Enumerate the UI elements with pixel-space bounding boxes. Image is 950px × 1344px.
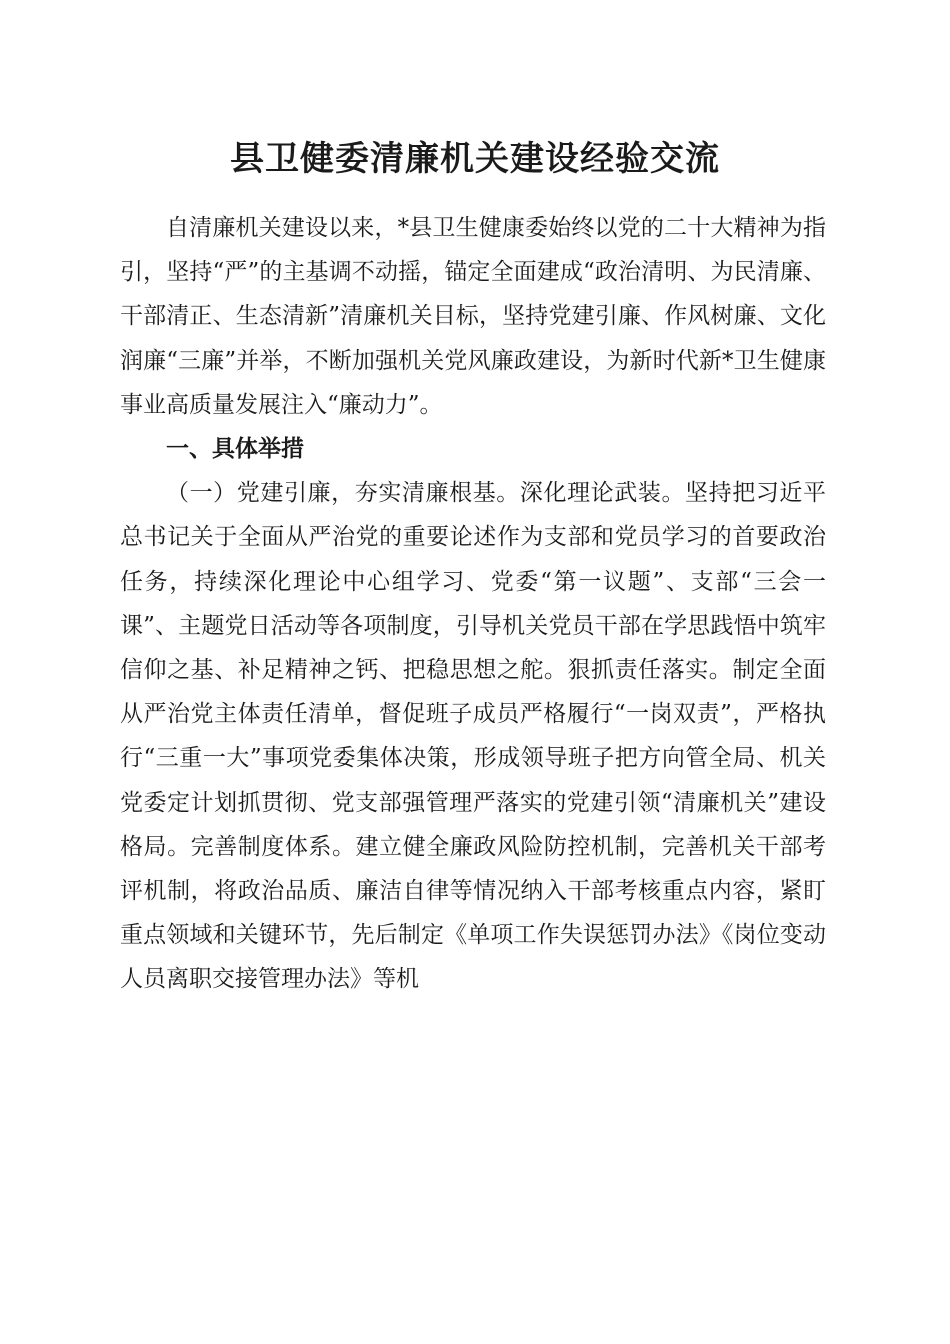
document-body (120, 206, 826, 1002)
intro-paragraph: 自清廉机关建设以来，*县卫生健康委始终以党的二十大精神为指引，坚持“严”的主基调不动摇，锚定全面建成“政治清明、为民清廉、干部清正、生态清新”清廉机关目标，坚持党建引廉、作风树廉、文化润廉“三廉”并举，不断加强机关党风廉政建设，为新时代新*卫生健康事业高质量发展注入“廉动力”。 (120, 215, 826, 418)
section-paragraph: （一）党建引廉，夯实清廉根基。深化理论武装。坚持把习近平总书记关于全面从严治党的重要论述作为支部和党员学习的首要政治任务，持续深化理论中心组学习、党委“第一议题”、支部“三会一课”、主题党日活动等各项制度，引导机关党员干部在学思践悟中筑牢信仰之基、补足精神之钙、把稳思想之舵。狠抓责任落实。制定全面从严治党主体责任清单，督促班子成员严格履行“一岗双责”，严格执行“三重一大”事项党委集体决策，形成领导班子把方向管全局、机关党委定计划抓贯彻、党支部强管理严落实的党建引领“清廉机关”建设格局。完善制度体系。建立健全廉政风险防控机制，完善机关干部考评机制，将政治品质、廉洁自律等情况纳入干部考核重点内容，紧盯重点领域和关键环节，先后制定《单项工作失误惩罚办法》《岗位变动人员离职交接管理办法》等机 (120, 480, 826, 993)
page-title: 县卫健委清廉机关建设经验交流 (230, 139, 720, 179)
section-heading: 一、具体举措 (166, 436, 304, 463)
